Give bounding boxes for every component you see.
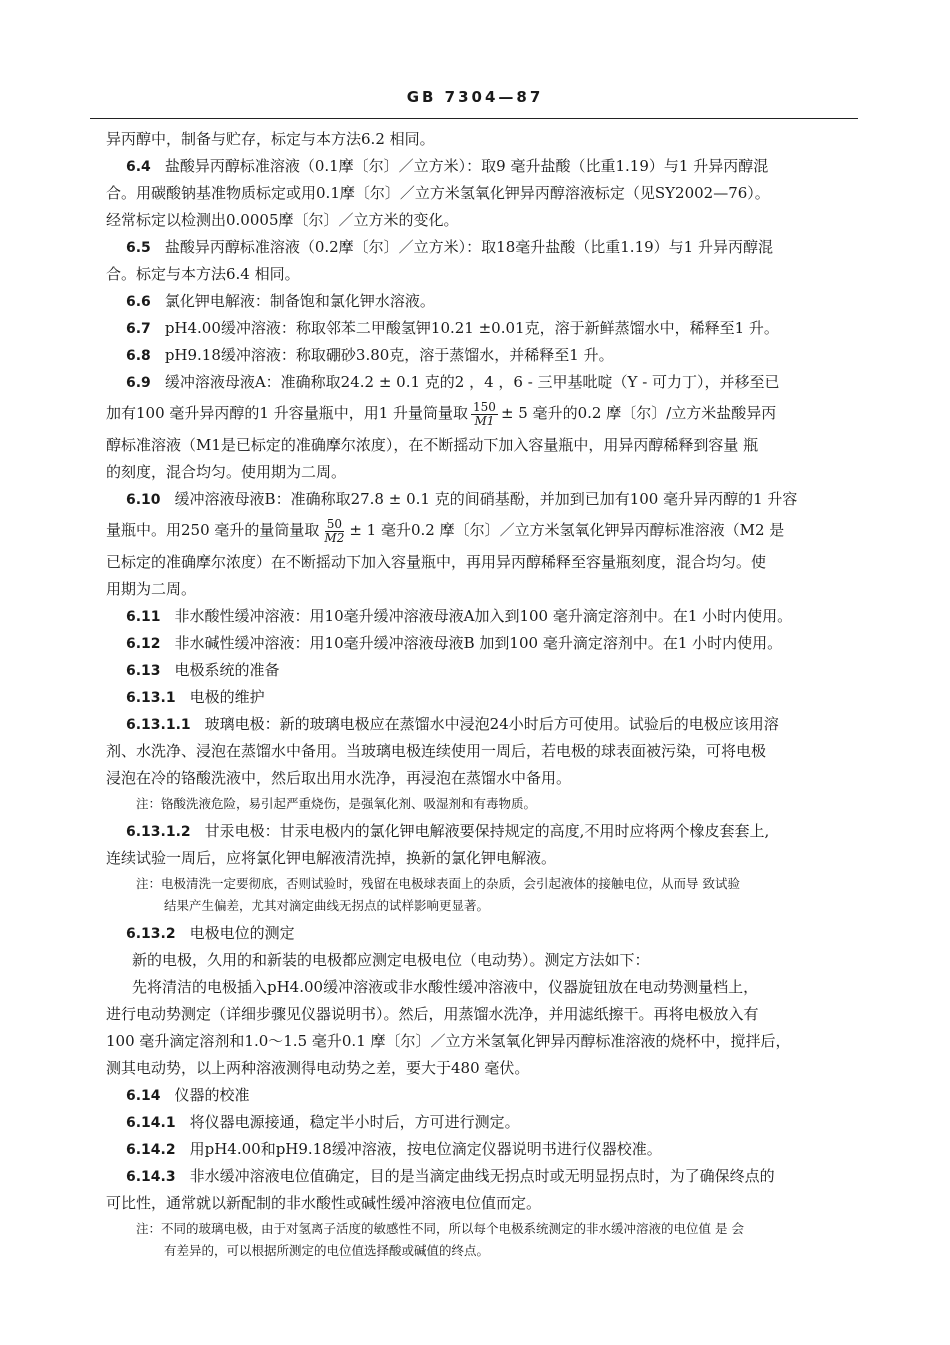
paragraph-line: 新的电极，久用的和新装的电极都应测定电极电位（电动势）。测定方法如下： [132,951,650,969]
paragraph-line: 测其电动势，以上两种溶液测得电动势之差，要大于480 毫伏。 [106,1059,530,1077]
section-number: 6.7 [126,321,151,337]
section-6-6 [106,290,858,313]
section-6-14-2 [106,1138,858,1161]
note-continuation: 结果产生偏差，尤其对滴定曲线无拐点的试样影响更显著。 [164,898,490,913]
section-text: pH4.00缓冲溶液：称取邻苯二甲酸氢钾10.21 ±0.01克，溶于新鲜蒸馏水中，稀释至1 升。 [164,319,779,337]
paragraph-line: 剂、水洗净、浸泡在蒸馏水中备用。当玻璃电极连续使用一周后，若电极的球表面被污染，可将电极 [106,742,767,760]
section-6-13-2 [106,922,858,945]
formula-text-before: 量瓶中。用250 毫升的量筒量取 [106,521,320,539]
paragraph-line: 经常标定以检测出0.0005摩〔尔〕／立方米的变化。 [106,211,459,229]
section-6-14-1 [106,1111,858,1134]
paragraph-line: 已标定的准确摩尔浓度）在不断摇动下加入容量瓶中，再用异丙醇稀释至容量瓶刻度，混合均匀。使 [106,553,767,571]
section-number: 6.6 [126,294,151,310]
section-6-13-1-2 [106,820,858,843]
section-6-4 [106,155,858,178]
section-6-7 [106,317,858,340]
paragraph-line: 合。标定与本方法6.4 相同。 [106,265,300,283]
section-text: 非水缓冲溶液电位值确定，目的是当滴定曲线无拐点时或无明显拐点时，为了确保终点的 [189,1167,775,1185]
paragraph-line: 可比性，通常就以新配制的非水酸性或碱性缓冲溶液电位值而定。 [106,1194,542,1212]
section-text: 玻璃电极：新的玻璃电极应在蒸馏水中浸泡24小时后方可使用。试验后的电极应该用溶 [204,715,779,733]
section-text: 用pH4.00和pH9.18缓冲溶液，按电位滴定仪器说明书进行仪器校准。 [189,1140,662,1158]
fraction-denominator: M2 [324,530,345,545]
section-6-13-1 [106,686,858,709]
formula-text-before: 加有100 毫升异丙醇的1 升容量瓶中，用1 升量筒量取 [106,404,469,422]
section-number: 6.11 [126,609,161,625]
note-continuation: 有差异的，可以根据所测定的电位值选择酸或碱值的终点。 [164,1243,490,1258]
paragraph-line: 异丙醇中，制备与贮存，标定与本方法6.2 相同。 [106,130,435,148]
section-6-13-1-1 [106,713,858,736]
section-text: 非水碱性缓冲溶液：用10毫升缓冲溶液母液B 加到100 毫升滴定溶剂中。在1 小时内使用。 [174,634,783,652]
section-6-5 [106,236,858,259]
section-number: 6.14.1 [126,1115,176,1131]
formula-text-after: ± 1 毫升0.2 摩〔尔〕／立方米氢氧化钾异丙醇标准溶液（M2 是 [349,521,785,539]
section-number: 6.9 [126,375,151,391]
section-text: 电极电位的测定 [189,924,295,942]
section-number: 6.13.1.2 [126,824,191,840]
document-body [106,128,858,1267]
fraction-numerator: 150 [473,399,496,414]
section-text: 盐酸异丙醇标准溶液（0.2摩〔尔〕／立方米）：取18毫升盐酸（比重1.19）与1 升异丙醇混 [164,238,773,256]
section-number: 6.14.3 [126,1169,176,1185]
section-text: 缓冲溶液母液A：准确称取24.2 ± 0.1 克的2 ，4 ，6 - 三甲基吡啶（Y - 可力丁），并移至已 [164,373,780,391]
paragraph-line: 醇标准溶液（M1是已标定的准确摩尔浓度），在不断摇动下加入容量瓶中，用异丙醇稀释到容量 瓶 [106,436,759,454]
paragraph-line: 连续试验一周后，应将氯化钾电解液清洗掉，换新的氯化钾电解液。 [106,849,557,867]
formula-text-after: ± 5 毫升的0.2 摩〔尔〕/立方米盐酸异丙 [500,404,777,422]
formula-line [106,515,858,545]
paragraph-line: 先将清洁的电极插入pH4.00缓冲溶液或非水酸性缓冲溶液中，仪器旋钮放在电动势测量档上， [132,978,759,996]
fraction [322,518,346,545]
section-text: 仪器的校准 [174,1086,250,1104]
section-number: 6.13.1 [126,690,176,706]
section-6-11 [106,605,858,628]
section-6-10 [106,488,858,511]
section-text: 将仪器电源接通，稳定半小时后，方可进行测定。 [189,1113,520,1131]
section-number: 6.13 [126,663,161,679]
section-number: 6.4 [126,159,151,175]
section-text: 盐酸异丙醇标准溶液（0.1摩〔尔〕／立方米）：取9 毫升盐酸（比重1.19）与1 升异丙醇混 [164,157,769,175]
section-text: 甘汞电极：甘汞电极内的氯化钾电解液要保持规定的高度,不用时应将两个橡皮套套上, [204,822,770,840]
section-number: 6.14.2 [126,1142,176,1158]
section-text: 非水酸性缓冲溶液：用10毫升缓冲溶液母液A加入到100 毫升滴定溶剂中。在1 小时内使用。 [174,607,793,625]
section-number: 6.14 [126,1088,161,1104]
paragraph-line: 浸泡在冷的铬酸洗液中，然后取出用水洗净，再浸泡在蒸馏水中备用。 [106,769,572,787]
section-text: 电极系统的准备 [174,661,280,679]
section-6-13 [106,659,858,682]
section-text: 缓冲溶液母液B：准确称取27.8 ± 0.1 克的间硝基酚，并加到已加有100 毫升异丙醇的1 升容 [174,490,798,508]
section-number: 6.12 [126,636,161,652]
fraction-numerator: 50 [326,516,342,531]
section-6-14 [106,1084,858,1107]
note: 注：不同的玻璃电极，由于对氢离子活度的敏感性不同，所以每个电极系统测定的非水缓冲溶液的电位值 是 会 [136,1221,744,1236]
note: 注：电极清洗一定要彻底，否则试验时，残留在电极球表面上的杂质，会引起液体的接触电位，从而导 致试验 [136,876,740,891]
section-text: pH9.18缓冲溶液：称取硼砂3.80克，溶于蒸馏水，并稀释至1 升。 [164,346,614,364]
formula-line [106,398,858,428]
section-number: 6.5 [126,240,151,256]
section-text: 氯化钾电解液：制备饱和氯化钾水溶液。 [164,292,435,310]
section-6-14-3 [106,1165,858,1188]
paragraph-line: 合。用碳酸钠基准物质标定或用0.1摩〔尔〕／立方米氢氧化钾异丙醇溶液标定（见SY2002—76）。 [106,184,770,202]
header-rule [90,118,858,119]
paragraph-line: 用期为二周。 [106,580,197,598]
fraction [471,401,498,428]
section-text: 电极的维护 [189,688,265,706]
section-number: 6.13.2 [126,926,176,942]
section-number: 6.8 [126,348,151,364]
section-number: 6.13.1.1 [126,717,191,733]
section-number: 6.10 [126,492,161,508]
paragraph-line: 100 毫升滴定溶剂和1.0～1.5 毫升0.1 摩〔尔〕／立方米氢氧化钾异丙醇标准溶液的烧杯中，搅拌后， [106,1032,791,1050]
paragraph-line: 进行电动势测定（详细步骤见仪器说明书）。然后，用蒸馏水洗净，并用滤纸擦干。再将电极放入有 [106,1005,759,1023]
page-header: GB 7304—87 [406,88,544,106]
section-6-8 [106,344,858,367]
section-6-12 [106,632,858,655]
note: 注：铬酸洗液危险，易引起严重烧伤，是强氧化剂、吸湿剂和有毒物质。 [136,796,537,811]
fraction-denominator: M1 [474,413,495,428]
section-6-9 [106,371,858,394]
paragraph-line: 的刻度，混合均匀。使用期为二周。 [106,463,347,481]
